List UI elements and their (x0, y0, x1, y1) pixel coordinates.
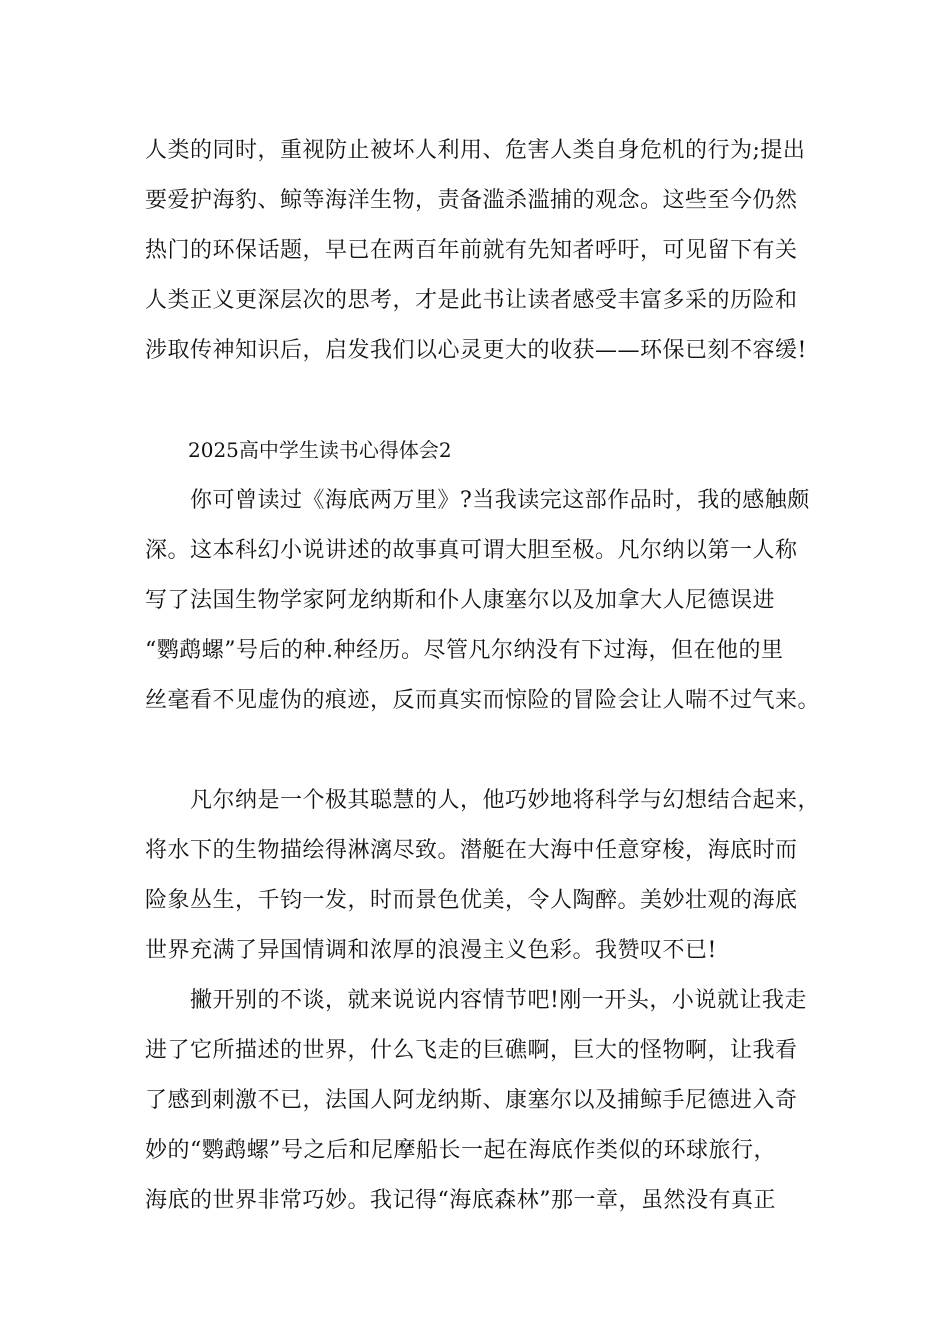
text-line: 人类的同时，重视防止被坏人利用、危害人类自身危机的行为;提出 (145, 138, 806, 163)
text-line: 撇开别的不谈，就来说说内容情节吧!刚一开头，小说就让我走 (145, 988, 807, 1013)
text-line: 将水下的生物描绘得淋漓尽致。潜艇在大海中任意穿梭，海底时而 (145, 838, 798, 863)
text-line: 要爱护海豹、鲸等海洋生物，责备滥杀滥捕的观念。这些至今仍然 (145, 188, 798, 213)
text-line: 妙的“鹦鹉螺”号之后和尼摩船长一起在海底作类似的环球旅行， (145, 1138, 776, 1163)
text-line: 丝毫看不见虚伪的痕迹，反而真实而惊险的冒险会让人喘不过气来。 (145, 688, 821, 713)
text-line: 热门的环保话题，早已在两百年前就有先知者呼吁，可见留下有关 (145, 238, 798, 263)
text-line: “鹦鹉螺”号后的种.种经历。尽管凡尔纳没有下过海，但在他的里 (145, 638, 784, 663)
text-line: 海底的世界非常巧妙。我记得“海底森林”那一章，虽然没有真正 (145, 1188, 776, 1213)
section-heading: 2025高中学生读书心得体会2 (188, 438, 452, 462)
text-line: 凡尔纳是一个极其聪慧的人，他巧妙地将科学与幻想结合起来， (145, 788, 821, 813)
text-line: 你可曾读过《海底两万里》?当我读完这部作品时，我的感触颇 (145, 488, 810, 513)
text-line: 进了它所描述的世界，什么飞走的巨礁啊，巨大的怪物啊，让我看 (145, 1038, 798, 1063)
text-line: 涉取传神知识后，启发我们以心灵更大的收获——环保已刻不容缓! (145, 338, 807, 363)
text-line: 深。这本科幻小说讲述的故事真可谓大胆至极。凡尔纳以第一人称 (145, 538, 798, 563)
text-line: 险象丛生，千钧一发，时而景色优美，令人陶醉。美妙壮观的海底 (145, 888, 798, 913)
text-line: 人类正义更深层次的思考，才是此书让读者感受丰富多采的历险和 (145, 288, 798, 313)
text-line: 了感到刺激不已，法国人阿龙纳斯、康塞尔以及捕鲸手尼德进入奇 (145, 1088, 798, 1113)
text-line: 世界充满了异国情调和浓厚的浪漫主义色彩。我赞叹不已! (145, 938, 717, 963)
text-line: 写了法国生物学家阿龙纳斯和仆人康塞尔以及加拿大人尼德误进 (145, 588, 776, 613)
